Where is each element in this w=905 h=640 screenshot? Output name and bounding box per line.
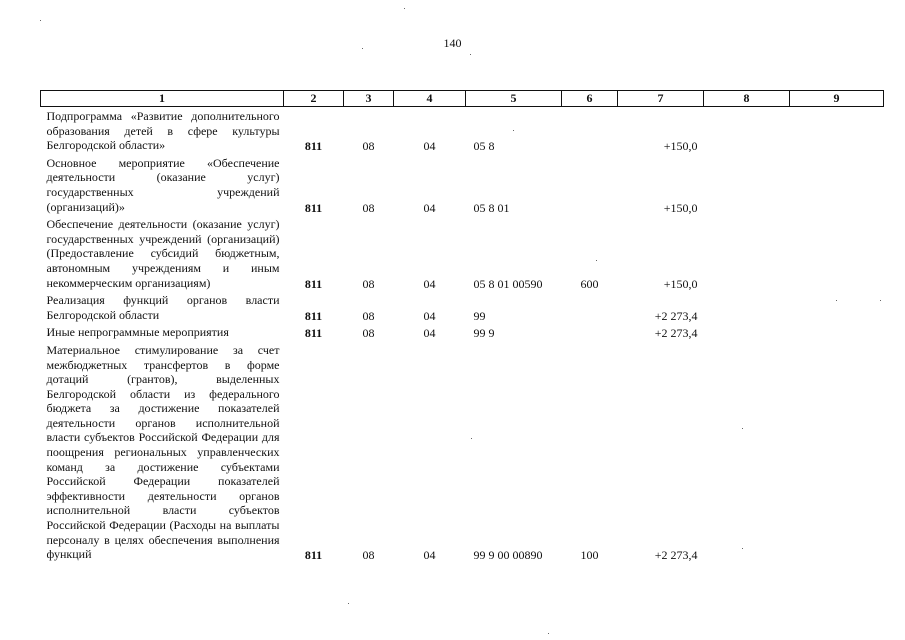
description-text: управленческих команд за достижение [46,445,280,474]
description-text: власти субъектов Российской Федерации [46,430,259,445]
budget-table-container [40,90,883,563]
scan-speck [348,603,349,604]
cell-col8 [704,107,790,154]
cell-col9 [790,341,884,563]
cell-col8 [704,154,790,215]
description-text: (организаций) (Предоставление [46,231,280,261]
cell-target-article: 05 8 01 [473,200,510,215]
cell-amount: +150,0 [663,139,698,154]
description-text: (Расходы на выплаты персоналу в целях [46,518,280,547]
cell-target-article: 05 8 [473,139,495,154]
description-text: Реализация функций органов власти [46,293,280,308]
scan-speck [471,438,472,439]
description-text: Обеспечение деятельности (оказание [46,217,242,232]
page-number: 140 [443,36,462,50]
scan-speck [548,633,549,634]
description-text: Белгородской области из федерального [46,386,280,401]
description-text: бюджета за достижение показателей [46,401,280,416]
table-header [41,91,884,107]
scan-speck [880,300,881,301]
scan-speck [404,8,405,9]
cell-col8 [704,215,790,291]
cell-amount: +2 273,4 [654,308,698,323]
cell-ministry-code: 811 [304,276,323,291]
table-row [41,323,884,341]
cell-amount: +150,0 [663,276,698,291]
cell-section: 08 [362,139,375,154]
cell-description [41,323,284,341]
header-col-1: 1 [41,91,284,107]
scan-speck [513,130,514,131]
cell-target-article: 99 [473,308,486,323]
cell-ministry-code: 811 [304,308,323,323]
table-row [41,107,884,154]
cell-description [41,154,284,215]
header-col-6: 6 [562,91,618,107]
table-row [41,154,884,215]
cell-description [41,341,284,563]
header-col-7: 7 [618,91,704,107]
description-text: субъектами Российской Федерации [46,459,280,489]
cell-amount: +2 273,4 [654,326,698,341]
cell-section: 08 [362,276,375,291]
cell-description [41,107,284,154]
cell-expense-type: 600 [580,276,599,291]
description-text: для поощрения региональных [46,430,280,460]
description-text: дополнительного образования детей в [46,109,280,138]
description-text: Материальное стимулирование за счет [46,342,280,357]
header-row [41,91,884,107]
scan-speck [362,48,363,49]
cell-subsection: 04 [423,548,436,563]
cell-col8 [704,341,790,563]
cell-col9 [790,215,884,291]
cell-ministry-code: 811 [304,139,323,154]
cell-subsection: 04 [423,276,436,291]
description-text: дотаций (грантов), выделенных [46,372,280,387]
description-text: показателей эффективности [46,474,280,503]
cell-subsection: 04 [423,200,436,215]
scan-speck [836,300,837,301]
cell-amount: +150,0 [663,200,698,215]
description-text: Подпрограмма «Развитие [46,109,183,123]
description-text: государственных учреждений [46,184,280,199]
cell-target-article: 05 8 01 00590 [473,276,543,291]
header-col-4: 4 [394,91,466,107]
scan-speck [40,20,41,21]
cell-ministry-code: 811 [304,200,323,215]
header-col-5: 5 [466,91,562,107]
description-text: услуг) государственных учреждений [46,217,280,246]
description-text: власти субъектов Российской Федерации [46,503,280,533]
description-text: деятельности органов исполнительной [46,415,280,430]
description-text: сфере культуры Белгородской области» [46,123,280,153]
cell-ministry-code: 811 [304,326,323,341]
scan-speck [742,428,743,429]
cell-amount: +2 273,4 [654,548,698,563]
cell-col9 [790,323,884,341]
table-row [41,215,884,291]
description-text: (организаций)» [46,199,125,214]
description-text: организациям) [135,275,211,290]
header-col-2: 2 [284,91,344,107]
description-text: деятельности (оказание услуг) [46,170,280,185]
description-text: учреждениям и иным некоммерческим [46,260,280,290]
table-row [41,291,884,323]
cell-description [41,215,284,291]
cell-expense-type: 100 [580,548,599,563]
budget-table [40,90,884,563]
cell-target-article: 99 9 00 00890 [473,548,543,563]
cell-col9 [790,154,884,215]
cell-subsection: 04 [423,326,436,341]
description-text: субсидий бюджетным, автономным [46,246,280,275]
cell-target-article: 99 9 [473,326,495,341]
cell-col9 [790,291,884,323]
header-col-3: 3 [344,91,394,107]
cell-col8 [704,323,790,341]
cell-section: 08 [362,326,375,341]
scan-speck [470,54,471,55]
description-text: обеспечения выполнения функций [46,532,280,562]
description-text: межбюджетных трансфертов в форме [46,357,280,372]
cell-col9 [790,107,884,154]
description-text: Иные непрограммные мероприятия [46,325,229,340]
cell-subsection: 04 [423,308,436,323]
cell-subsection: 04 [423,139,436,154]
cell-expense-type [562,323,618,341]
table-row [41,341,884,563]
cell-section: 08 [362,308,375,323]
scan-speck [596,260,597,261]
cell-description [41,291,284,323]
header-col-8: 8 [704,91,790,107]
header-col-9: 9 [790,91,884,107]
description-text: деятельности органов исполнительной [46,488,280,518]
scan-speck [742,548,743,549]
cell-section: 08 [362,548,375,563]
description-text: Основное мероприятие «Обеспечение [46,155,280,170]
cell-expense-type [562,154,618,215]
cell-section: 08 [362,200,375,215]
cell-expense-type [562,107,618,154]
cell-col8 [704,291,790,323]
cell-expense-type [562,291,618,323]
cell-ministry-code: 811 [304,548,323,563]
table-body [41,107,884,563]
description-text: Белгородской области [46,307,160,322]
